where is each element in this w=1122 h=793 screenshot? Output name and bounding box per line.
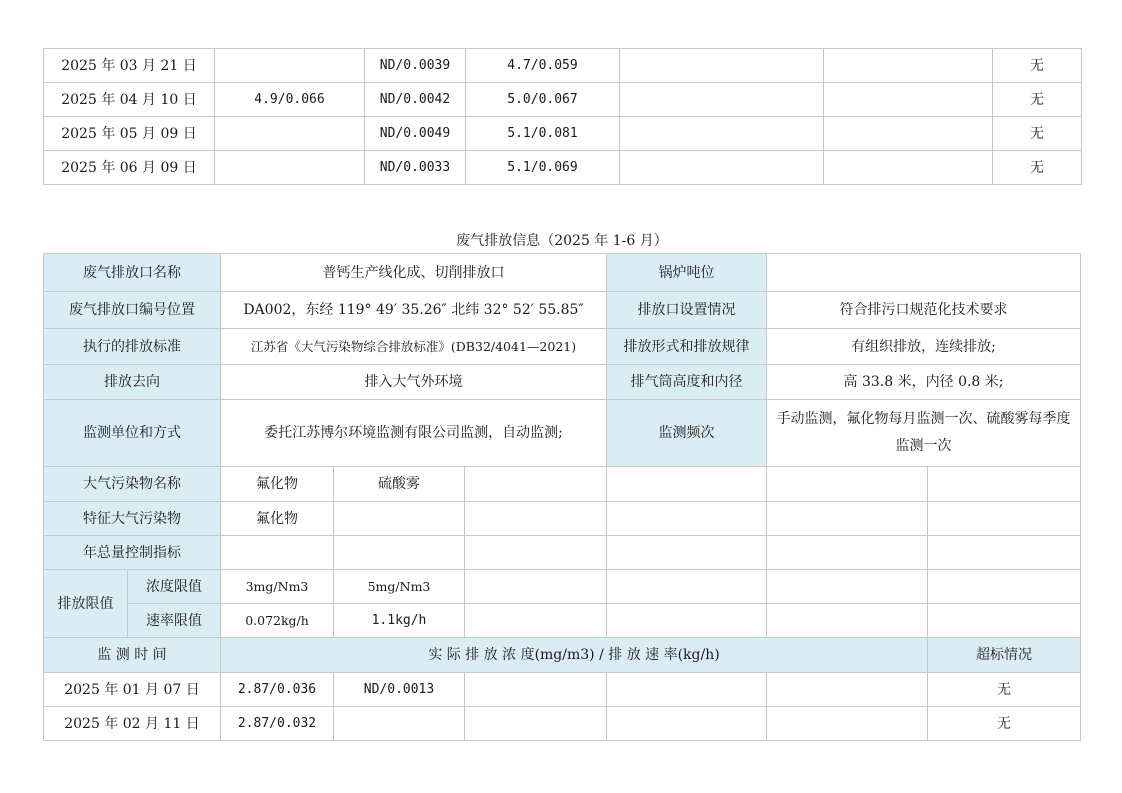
table-row bbox=[44, 673, 1081, 707]
table-row bbox=[44, 365, 1081, 400]
value-cell: ND/0.0013 bbox=[334, 673, 465, 707]
section-title: 废气排放信息（2025 年 1-6 月） bbox=[456, 233, 668, 249]
monitor-unit-label: 监测单位和方式 bbox=[44, 400, 221, 467]
value-cell bbox=[824, 83, 993, 117]
rate-limit-value: 1.1kg/h bbox=[334, 604, 465, 638]
conc-limit-label: 浓度限值 bbox=[128, 570, 221, 604]
table-row bbox=[44, 117, 1082, 151]
conc-rate-header: 实 际 排 放 浓 度(mg/m3) / 排 放 速 率(kg/h) bbox=[221, 638, 928, 673]
value-cell bbox=[824, 117, 993, 151]
boiler-value bbox=[767, 254, 1081, 292]
direction-value: 排入大气外环境 bbox=[221, 365, 607, 400]
table-row bbox=[44, 604, 1081, 638]
monitor-time-header: 监 测 时 间 bbox=[44, 638, 221, 673]
date-cell: 2025 年 05 月 09 日 bbox=[44, 117, 215, 151]
date-cell: 2025 年 06 月 09 日 bbox=[44, 151, 215, 185]
outlet-code-value: DA002，东经 119° 49′ 35.26″ 北纬 32° 52′ 55.85″ bbox=[221, 292, 607, 329]
outlet-setup-label: 排放口设置情况 bbox=[607, 292, 767, 329]
value-cell bbox=[620, 83, 824, 117]
table-row bbox=[44, 83, 1082, 117]
value-cell: 5.0/0.067 bbox=[466, 83, 620, 117]
boiler-label: 锅炉吨位 bbox=[607, 254, 767, 292]
pollutant-name: 氟化物 bbox=[221, 467, 334, 502]
table-row bbox=[44, 502, 1081, 536]
value-cell bbox=[215, 117, 365, 151]
table-row bbox=[44, 151, 1082, 185]
table-row bbox=[44, 570, 1081, 604]
pollutant-name: 硫酸雾 bbox=[334, 467, 465, 502]
total-control-label: 年总量控制指标 bbox=[44, 536, 221, 570]
feature-pollutant-label: 特征大气污染物 bbox=[44, 502, 221, 536]
table-row bbox=[44, 707, 1081, 741]
value-cell bbox=[824, 49, 993, 83]
frequency-value: 手动监测，氟化物每月监测一次、硫酸雾每季度监测一次 bbox=[767, 400, 1081, 467]
frequency-label: 监测频次 bbox=[607, 400, 767, 467]
exceed-cell: 无 bbox=[928, 707, 1081, 741]
monitor-unit-value: 委托江苏博尔环境监测有限公司监测，自动监测; bbox=[221, 400, 607, 467]
exceed-cell: 无 bbox=[993, 117, 1082, 151]
value-cell: 4.9/0.066 bbox=[215, 83, 365, 117]
conc-limit-value: 3mg/Nm3 bbox=[221, 570, 334, 604]
date-cell: 2025 年 03 月 21 日 bbox=[44, 49, 215, 83]
value-cell: 4.7/0.059 bbox=[466, 49, 620, 83]
emission-limit-label: 排放限值 bbox=[44, 570, 128, 638]
value-cell: 2.87/0.032 bbox=[221, 707, 334, 741]
value-cell bbox=[334, 707, 465, 741]
outlet-setup-value: 符合排污口规范化技术要求 bbox=[767, 292, 1081, 329]
value-cell: ND/0.0042 bbox=[365, 83, 466, 117]
value-cell: 5.1/0.069 bbox=[466, 151, 620, 185]
emission-info-table bbox=[43, 253, 1081, 741]
standard-label: 执行的排放标准 bbox=[44, 329, 221, 365]
standard-value: 江苏省《大气污染物综合排放标准》(DB32/4041—2021) bbox=[221, 329, 607, 365]
stack-value: 高 33.8 米，内径 0.8 米; bbox=[767, 365, 1081, 400]
outlet-code-label: 废气排放口编号位置 bbox=[44, 292, 221, 329]
rate-limit-label: 速率限值 bbox=[128, 604, 221, 638]
value-cell bbox=[620, 117, 824, 151]
date-cell: 2025 年 01 月 07 日 bbox=[44, 673, 221, 707]
table-row bbox=[44, 400, 1081, 467]
outlet-name-label: 废气排放口名称 bbox=[44, 254, 221, 292]
table-row bbox=[44, 292, 1081, 329]
pollutant-name-label: 大气污染物名称 bbox=[44, 467, 221, 502]
value-cell: ND/0.0049 bbox=[365, 117, 466, 151]
value-cell: 2.87/0.036 bbox=[221, 673, 334, 707]
form-value: 有组织排放，连续排放; bbox=[767, 329, 1081, 365]
stack-label: 排气筒高度和内径 bbox=[607, 365, 767, 400]
value-cell bbox=[620, 49, 824, 83]
exceed-header: 超标情况 bbox=[928, 638, 1081, 673]
exceed-cell: 无 bbox=[993, 83, 1082, 117]
exceed-cell: 无 bbox=[993, 151, 1082, 185]
value-cell bbox=[215, 151, 365, 185]
monitoring-continuation-table bbox=[43, 48, 1082, 185]
value-cell bbox=[824, 151, 993, 185]
value-cell: ND/0.0033 bbox=[365, 151, 466, 185]
value-cell bbox=[215, 49, 365, 83]
table-row bbox=[44, 467, 1081, 502]
table-row bbox=[44, 254, 1081, 292]
value-cell: ND/0.0039 bbox=[365, 49, 466, 83]
conc-limit-value: 5mg/Nm3 bbox=[334, 570, 465, 604]
direction-label: 排放去向 bbox=[44, 365, 221, 400]
form-label: 排放形式和排放规律 bbox=[607, 329, 767, 365]
outlet-name-value: 普钙生产线化成、切削排放口 bbox=[221, 254, 607, 292]
table-row bbox=[44, 49, 1082, 83]
table-row bbox=[44, 329, 1081, 365]
rate-limit-value: 0.072kg/h bbox=[221, 604, 334, 638]
exceed-cell: 无 bbox=[993, 49, 1082, 83]
date-cell: 2025 年 02 月 11 日 bbox=[44, 707, 221, 741]
value-cell bbox=[620, 151, 824, 185]
date-cell: 2025 年 04 月 10 日 bbox=[44, 83, 215, 117]
value-cell: 5.1/0.081 bbox=[466, 117, 620, 151]
exceed-cell: 无 bbox=[928, 673, 1081, 707]
table-row bbox=[44, 536, 1081, 570]
table-header-row bbox=[44, 638, 1081, 673]
feature-pollutant-value: 氟化物 bbox=[221, 502, 334, 536]
